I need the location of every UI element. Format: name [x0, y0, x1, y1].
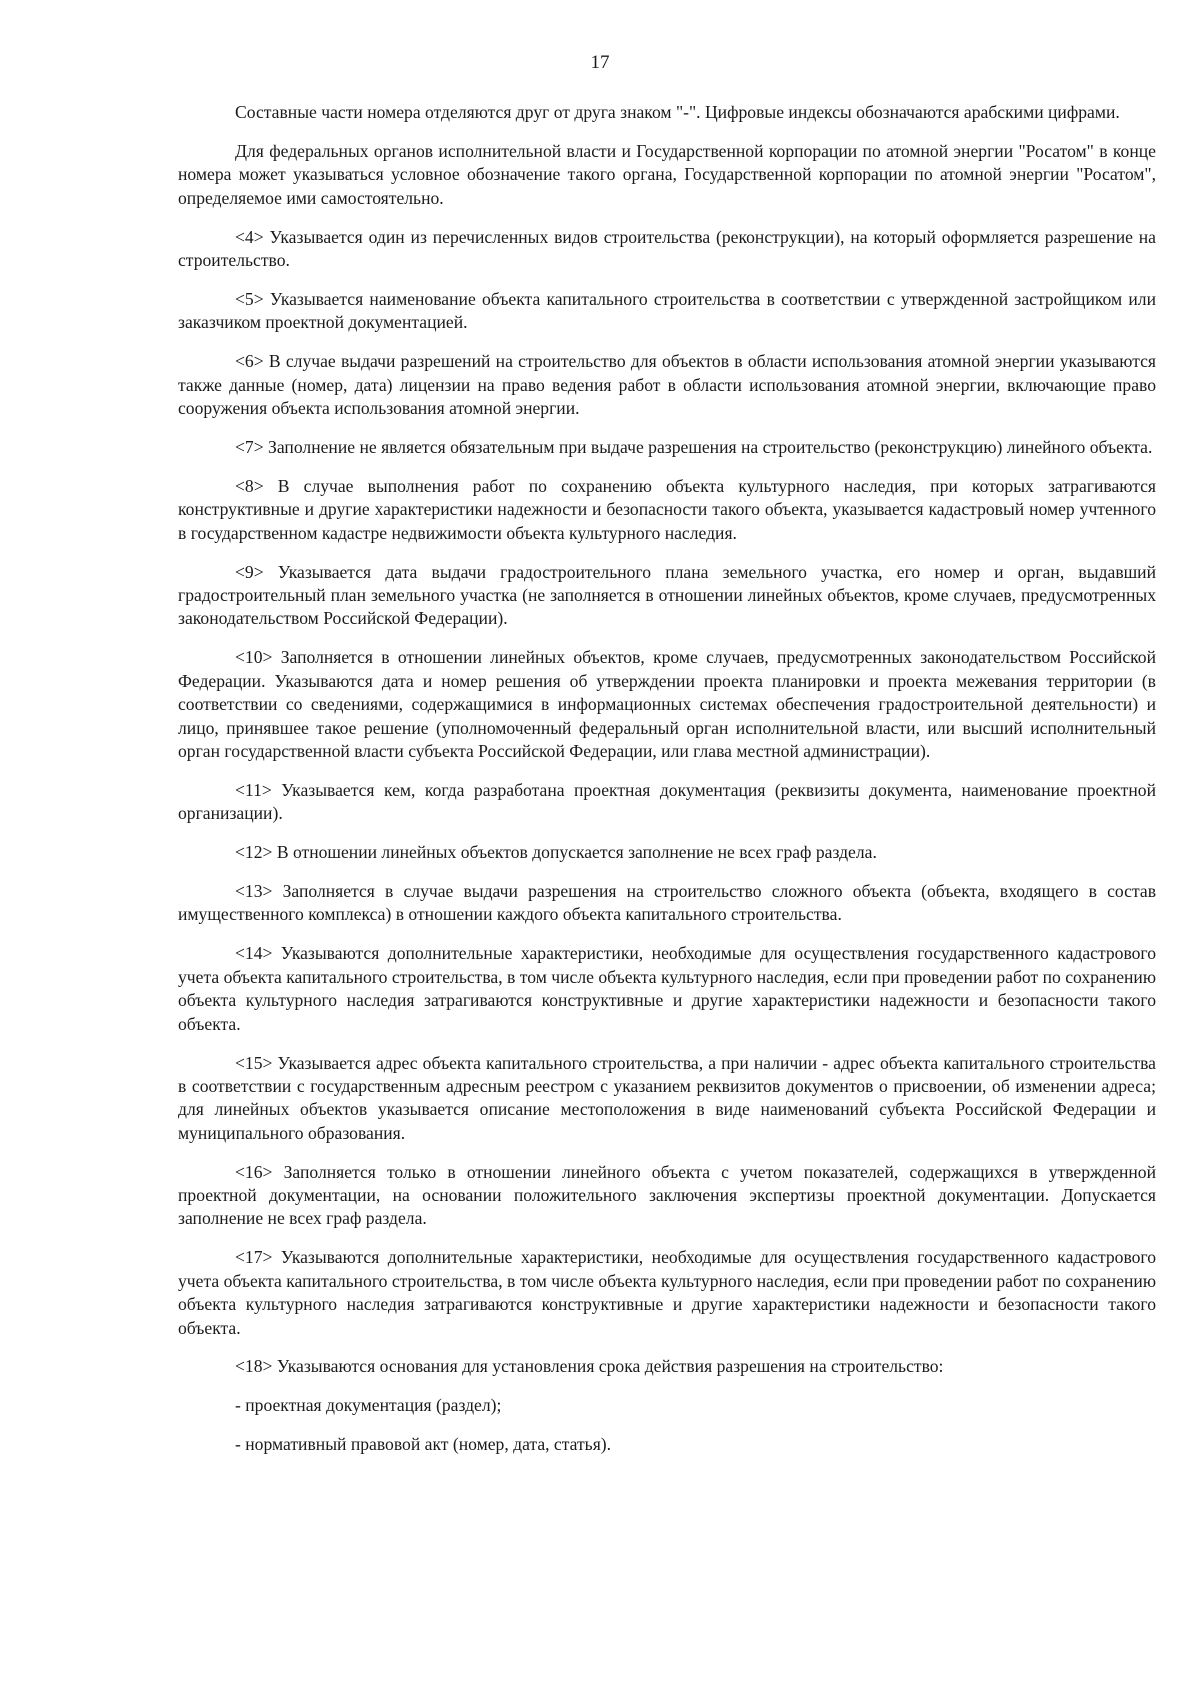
footnote-12: <12> В отношении линейных объектов допускается заполнение не всех граф раздела.: [235, 842, 877, 863]
paragraph-number-format: Составные части номера отделяются друг от друга знаком "-". Цифровые индексы обозначаются арабскими цифрами.: [235, 102, 1120, 122]
footnote-16: <16> Заполняется только в отношении линейного объекта с учетом показателей, содержащихся в утвержденной проектной документации, на основании положительного заключения экспертизы проектной документации. Допускается заполнение не всех граф раздела.: [178, 1161, 1156, 1229]
footnote-10: <10> Заполняется в отношении линейных объектов, кроме случаев, предусмотренных законодательством Российской Федерации. Указываются дата и номер решения об утверждении проекта планировки и проекта межевания территории (в соответствии со сведениями, содержащимися в информационных системах обеспечения градостроительной деятельности) и лицо, принявшее такое решение (уполномоченный федеральный орган исполнительной власти, или высший исполнительный орган государственной власти субъекта Российской Федерации, или глава местной администрации).: [178, 647, 1156, 761]
footnote-14: <14> Указываются дополнительные характеристики, необходимые для осуществления государственного кадастрового учета объекта капитального строительства, в том числе объекта культурного наследия, если при проведении работ по сохранению объекта культурного наследия затрагиваются конструктивные и другие характеристики надежности и безопасности такого объекта.: [178, 943, 1156, 1034]
list-item-project-documentation: - проектная документация (раздел);: [235, 1395, 502, 1416]
footnote-17: <17> Указываются дополнительные характеристики, необходимые для осуществления государственного кадастрового учета объекта капитального строительства, в том числе объекта культурного наследия, если при проведении работ по сохранению объекта культурного наследия затрагиваются конструктивные и другие характеристики надежности и безопасности такого объекта.: [178, 1247, 1156, 1338]
page-number: 17: [590, 52, 610, 73]
list-item-normative-act: - нормативный правовой акт (номер, дата, статья).: [235, 1434, 612, 1455]
footnote-5: <5> Указывается наименование объекта капитального строительства в соответствии с утвержденной застройщиком или заказчиком проектной документацией.: [178, 288, 1156, 333]
paragraph-federal-bodies: Для федеральных органов исполнительной власти и Государственной корпорации по атомной энергии "Росатом" в конце номера может указываться условное обозначение такого органа, Государственной корпорации по атомной энергии "Росатом", определяемое ими самостоятельно.: [178, 140, 1156, 208]
page-body: [178, 101, 1156, 1472]
footnote-13: <13> Заполняется в случае выдачи разрешения на строительство сложного объекта (объекта, входящего в состав имущественного комплекса) в отношении каждого объекта капитального строительства.: [178, 881, 1156, 925]
footnote-8: <8> В случае выполнения работ по сохранению объекта культурного наследия, при которых затрагиваются конструктивные и другие характеристики надежности и безопасности такого объекта, указывается кадастровый номер учтенного в государственном кадастре недвижимости объекта культурного наследия.: [178, 475, 1156, 543]
footnote-15: <15> Указывается адрес объекта капитального строительства, а при наличии - адрес объекта капитального строительства в соответствии с государственным адресным реестром с указанием реквизитов документов о присвоении, об изменении адреса; для линейных объектов указывается описание местоположения в виде наименований субъекта Российской Федерации и муниципального образования.: [178, 1052, 1156, 1143]
footnote-6: <6> В случае выдачи разрешений на строительство для объектов в области использования атомной энергии указываются также данные (номер, дата) лицензии на право ведения работ в области использования атомной энергии, включающие право сооружения объекта использования атомной энергии.: [178, 351, 1156, 419]
footnote-4: <4> Указывается один из перечисленных видов строительства (реконструкции), на который оформляется разрешение на строительство.: [178, 226, 1156, 271]
footnote-18: <18> Указываются основания для установления срока действия разрешения на строительство:: [235, 1356, 944, 1377]
footnote-7: <7> Заполнение не является обязательным при выдаче разрешения на строительство (реконструкцию) линейного объекта.: [235, 436, 1153, 457]
footnote-11: <11> Указывается кем, когда разработана проектная документация (реквизиты документа, наименование проектной организации).: [178, 779, 1156, 824]
footnote-9: <9> Указывается дата выдачи градостроительного плана земельного участка, его номер и орган, выдавший градостроительный план земельного участка (не заполняется в отношении линейных объектов, кроме случаев, предусмотренных законодательством Российской Федерации).: [178, 561, 1156, 629]
